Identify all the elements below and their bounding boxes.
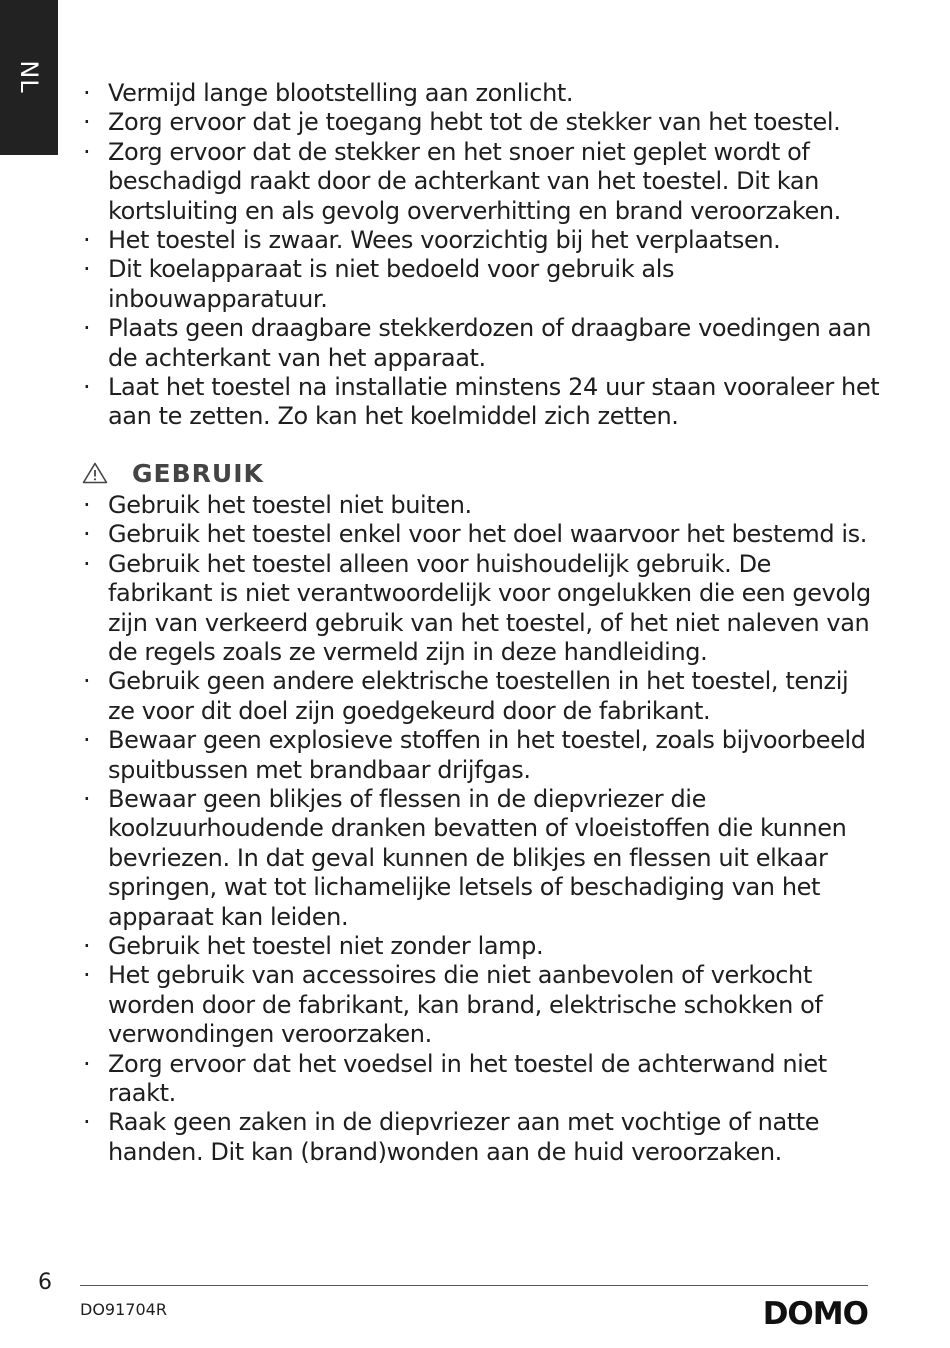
- language-tab: [0, 0, 58, 155]
- footer-divider: [80, 1285, 868, 1286]
- list-item: · Gebruik het toestel niet buiten.: [80, 491, 880, 520]
- list-item: · Het gebruik van accessoires die niet aanbevolen of verkocht worden door de fabrikant, kan brand, elektrische schokken of verwondingen veroorzaken.: [80, 961, 880, 1049]
- list-item: · Zorg ervoor dat je toegang hebt tot de stekker van het toestel.: [80, 108, 880, 137]
- list-item: · Raak geen zaken in de diepvriezer aan met vochtige of natte handen. Dit kan (brand)wonden aan de huid veroorzaken.: [80, 1108, 880, 1167]
- language-label: NL: [15, 60, 43, 94]
- list-item: · Plaats geen draagbare stekkerdozen of draagbare voedingen aan de achterkant van het apparaat.: [80, 314, 880, 373]
- usage-list: [80, 491, 880, 1167]
- list-item: · Bewaar geen explosieve stoffen in het toestel, zoals bijvoorbeeld spuitbussen met brandbaar drijfgas.: [80, 726, 880, 785]
- list-item: · Gebruik het toestel enkel voor het doel waarvoor het bestemd is.: [80, 520, 880, 549]
- list-item: · Zorg ervoor dat de stekker en het snoer niet geplet wordt of beschadigd raakt door de achterkant van het toestel. Dit kan kortsluiting en als gevolg oververhitting en brand veroorzaken.: [80, 138, 880, 226]
- page-number: 6: [38, 1270, 52, 1295]
- list-item: · Gebruik het toestel alleen voor huishoudelijk gebruik. De fabrikant is niet verantwoordelijk voor ongelukken die een gevolg zijn van verkeerd gebruik van het toestel, of het niet naleven van de regels zoals ze vermeld zijn in deze handleiding.: [80, 550, 880, 668]
- list-item: · Dit koelapparaat is niet bedoeld voor gebruik als inbouwapparatuur.: [80, 255, 880, 314]
- list-item: · Gebruik het toestel niet zonder lamp.: [80, 932, 880, 961]
- list-item: · Bewaar geen blikjes of flessen in de diepvriezer die koolzuurhoudende dranken bevatten of vloeistoffen die kunnen bevriezen. In dat geval kunnen de blikjes en flessen uit elkaar springen, wat tot lichamelijke letsels of beschadiging van het apparaat kan leiden.: [80, 785, 880, 932]
- section-title: GEBRUIK: [132, 458, 264, 488]
- warning-triangle-icon: [82, 462, 108, 484]
- document-body: [80, 79, 880, 1167]
- list-item: · Laat het toestel na installatie minstens 24 uur staan vooraleer het aan te zetten. Zo kan het koelmiddel zich zetten.: [80, 373, 880, 432]
- usage-section-heading: [80, 456, 880, 491]
- list-item: · Zorg ervoor dat het voedsel in het toestel de achterwand niet raakt.: [80, 1050, 880, 1109]
- document-code: DO91704R: [80, 1300, 167, 1319]
- list-item: · Vermijd lange blootstelling aan zonlicht.: [80, 79, 880, 108]
- brand-logo: DOMO: [762, 1296, 868, 1332]
- list-item: · Gebruik geen andere elektrische toestellen in het toestel, tenzij ze voor dit doel zijn goedgekeurd door de fabrikant.: [80, 667, 880, 726]
- list-item: · Het toestel is zwaar. Wees voorzichtig bij het verplaatsen.: [80, 226, 880, 255]
- intro-list: [80, 79, 880, 432]
